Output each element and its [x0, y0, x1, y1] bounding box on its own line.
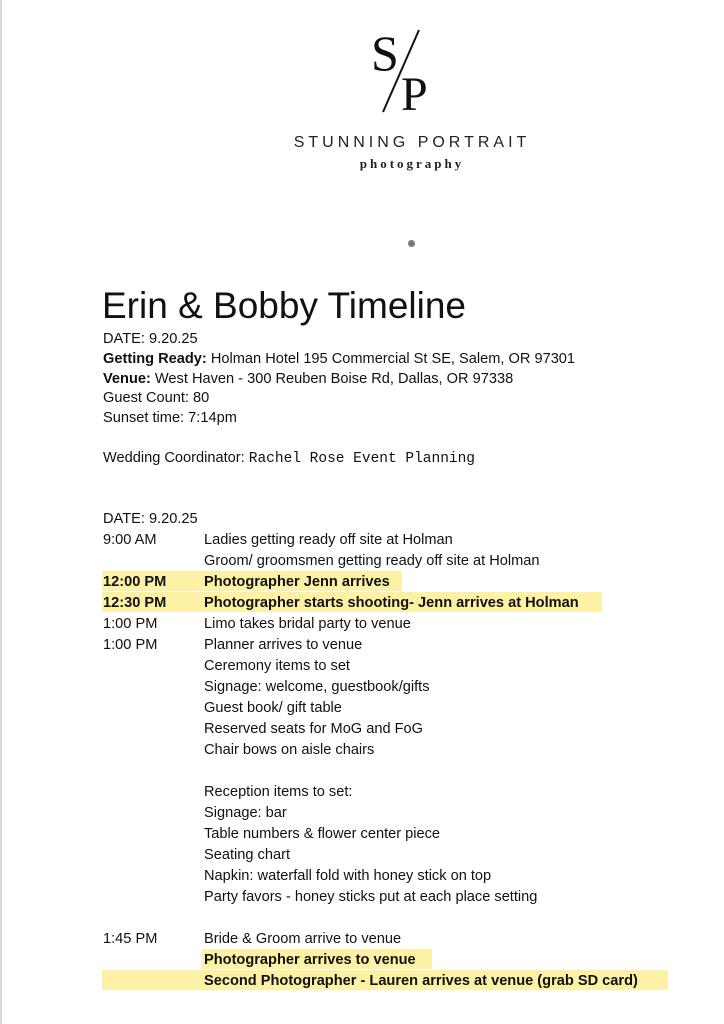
- time-100pm: 1:00 PM: [103, 616, 158, 632]
- timeline-item-highlight: Photographer starts shooting- Jenn arrives at Holman: [204, 595, 579, 611]
- time-1230pm: 12:30 PM: [103, 595, 167, 611]
- timeline-item: Ceremony items to set: [204, 658, 350, 674]
- timeline-item-highlight: Photographer Jenn arrives: [204, 574, 390, 590]
- timeline-item: Bride & Groom arrive to venue: [204, 931, 402, 947]
- timeline-item: Seating chart: [204, 847, 290, 863]
- timeline-item-highlight: Second Photographer - Lauren arrives at venue (grab SD card): [204, 973, 638, 989]
- timeline-item-highlight: Photographer arrives to venue: [204, 952, 416, 968]
- timeline-item: Limo takes bridal party to venue: [204, 616, 411, 632]
- page-title: Erin & Bobby Timeline: [102, 285, 467, 326]
- coordinator-label: Wedding Coordinator:: [103, 450, 249, 466]
- timeline-item: Napkin: waterfall fold with honey stick on top: [204, 868, 492, 884]
- sunset-time: Sunset time: 7:14pm: [103, 410, 237, 426]
- page-edge: [0, 0, 2, 1024]
- time-145pm: 1:45 PM: [103, 931, 158, 947]
- coordinator-line: [103, 449, 475, 468]
- timeline-item: Reserved seats for MoG and FoG: [204, 721, 423, 737]
- time-100pm: 1:00 PM: [103, 637, 158, 653]
- venue-line: [103, 370, 513, 388]
- brand-name: STUNNING PORTRAIT: [293, 134, 531, 151]
- getting-ready-line: [103, 350, 575, 368]
- svg-text:P: P: [401, 68, 428, 118]
- venue-label: Venue:: [103, 371, 151, 387]
- svg-text:S: S: [371, 25, 399, 81]
- timeline-item: Party favors - honey sticks put at each place setting: [204, 889, 538, 905]
- venue-value: West Haven - 300 Reuben Boise Rd, Dallas, OR 97338: [150, 371, 514, 387]
- timeline-item: Signage: bar: [204, 805, 287, 821]
- guest-count: Guest Count: 80: [103, 390, 210, 406]
- timeline-item: Signage: welcome, guestbook/gifts: [204, 679, 430, 695]
- brand-subtitle: photography: [359, 156, 465, 171]
- time-900am: 9:00 AM: [103, 532, 157, 548]
- timeline-item: Ladies getting ready off site at Holman: [204, 532, 453, 548]
- timeline-item: Table numbers & flower center piece: [204, 826, 441, 842]
- sp-monogram-logo: [367, 22, 437, 118]
- getting-ready-label: Getting Ready:: [103, 351, 207, 367]
- timeline-item: Reception items to set:: [204, 784, 353, 800]
- coordinator-value: Rachel Rose Event Planning: [248, 451, 476, 467]
- timeline-item: Chair bows on aisle chairs: [204, 742, 375, 758]
- timeline-item: Guest book/ gift table: [204, 700, 342, 716]
- timeline-item: Planner arrives to venue: [204, 637, 363, 653]
- date-line: DATE: 9.20.25: [103, 331, 198, 347]
- timeline-date: DATE: 9.20.25: [103, 511, 198, 527]
- bullet-dot: [408, 240, 415, 247]
- timeline-item: Groom/ groomsmen getting ready off site at Holman: [204, 553, 540, 569]
- getting-ready-value: Holman Hotel 195 Commercial St SE, Salem, OR 97301: [206, 351, 576, 367]
- time-1200pm: 12:00 PM: [103, 574, 167, 590]
